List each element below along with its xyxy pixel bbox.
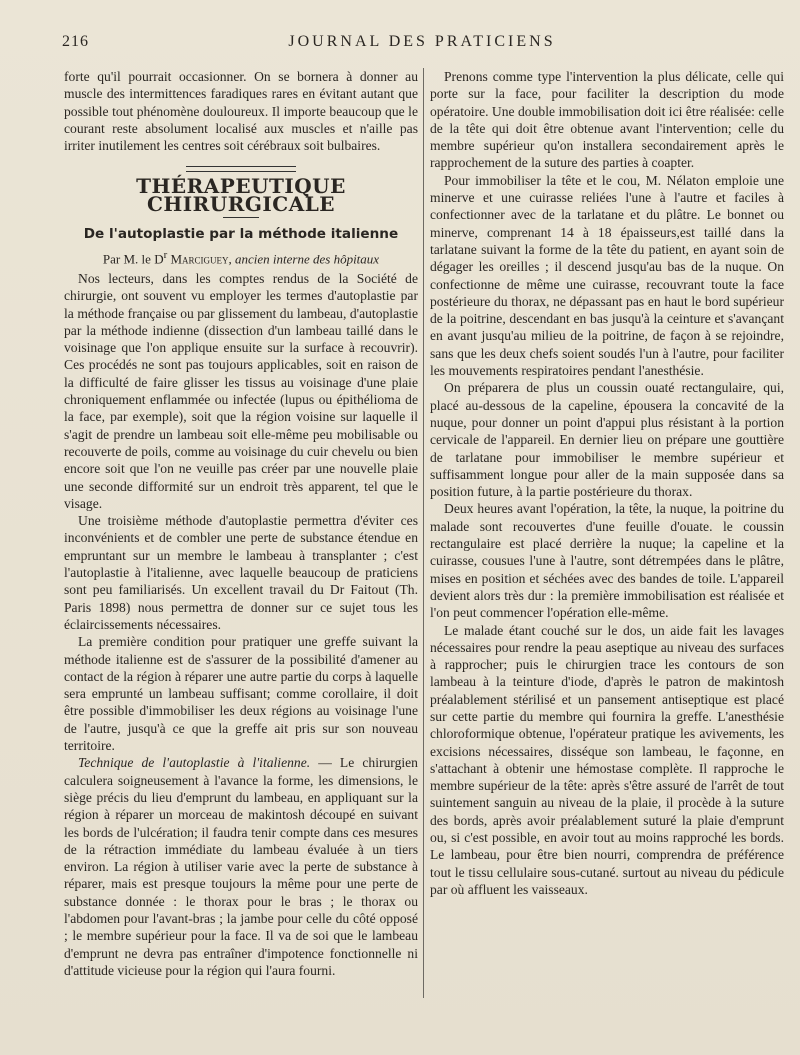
journal-title: JOURNAL DES PRATICIENS	[288, 33, 556, 50]
body-paragraph: La première condition pour pratiquer une greffe suivant la méthode italienne est de s'assurer de la possibilité d'amener au contact de la région à réparer une autre partie du corps à laquelle sera emprunté un lambeau suffisant; comme corollaire, il doit être possible d'immobiliser les deux régions au voisinage l'une de l'autre, jusqu'à ce que la greffe ait pris sur son nouveau territoire.	[64, 634, 418, 754]
byline-author: Marciguey	[170, 251, 229, 267]
body-paragraph: On préparera de plus un coussin ouaté rectangulaire, qui, placé au-dessous de la capeline, épousera la concavité de la nuque, pour donner un point d'appui plus résistant à la portion cervicale de l'appareil. En dernier lieu on prépare une gouttière de tarlatane pour immobiliser le membre supérieur et suffisamment longue pour aller de la main supposée dans sa position future, à la partie postérieure du thorax.	[430, 380, 784, 500]
page-header	[62, 33, 782, 55]
technique-heading: Technique de l'autoplastie à l'italienne.	[78, 755, 311, 771]
column-divider	[423, 68, 424, 998]
byline-sup: r	[163, 249, 168, 262]
section-divider	[186, 166, 296, 172]
left-column	[64, 68, 418, 979]
section-title: THÉRAPEUTIQUE CHIRURGICALE	[136, 174, 346, 216]
byline	[64, 247, 418, 268]
body-paragraph: Nos lecteurs, dans les comptes rendus de la Société de chirurgie, ont souvent vu employer les termes d'autoplastie par la méthode française ou par glissement du lambeau, d'autoplastie par la méthode indienne (dissection d'un lambeau taillé dans le voisinage que l'on applique ensuite sur la surface à recouvrir). Ces procédés ne sont pas toujours applicables, soit en raison de la difficulté de faire glisser les tissus au voisinage d'une plaie chroniquement enflammée ou infectée (lupus ou épithélioma de la face, par exemple), soit que la région voisine sur laquelle il s'agit de prendre un lambeau soit elle-même peu mobilisable ou recouverte de poils, comme au voisinage du cuir chevelu ou bien encore soit que l'on ne veuille pas créer par une nouvelle plaie une seconde difformité sur un endroit très apparent, tel que le visage.	[64, 271, 418, 511]
body-paragraph: Deux heures avant l'opération, la tête, la nuque, la poitrine du malade sont recouvertes d'une feuille d'ouate. le coussin rectangulaire est placé derrière la nuque; la capeline et la cuirasse, cousues l'une à l'autre, sont détrempées dans le plâtre, mises en position et séchées avec des bandes de toile. L'appareil devient alors très dur : la première immobilisation est réalisée et l'on peut commencer l'opération elle-même.	[430, 501, 784, 621]
article-title: De l'autoplastie par la méthode italienne	[83, 226, 399, 243]
right-column	[430, 68, 784, 898]
body-paragraph: Une troisième méthode d'autoplastie permettra d'éviter ces inconvénients et de combler une perte de substance étendue en empruntant sur un membre le lambeau à transplanter ; c'est l'autoplastie à l'italienne, avec laquelle beaucoup de praticiens sont peu familiarisés. Un excellent travail du Dr Faitout (Th. Paris 1898) nous permettra de donner sur ce sujet tous les éclaircissements nécessaires.	[64, 513, 418, 632]
technique-paragraph	[64, 754, 418, 979]
intro-paragraph: forte qu'il pourrait occasionner. On se bornera à donner au muscle des intermittences faradiques rares en évitant autant que possible tout phénomène douloureux. Il importe beaucoup que le courant reste absolument localisé aux muscles et n'aille pas irriter inutilement les centres soit cérébraux soit bulbaires.	[64, 69, 418, 154]
title-rule	[223, 217, 259, 218]
body-paragraph: Prenons comme type l'intervention la plus délicate, celle qui porte sur la face, pour faciliter la description du mode opératoire. Une double immobilisation doit ici être réalisée: celle de la tête qui doit être obtenue avant l'intervention; celle du membre supérieur qu'on installera secondairement après le rapprochement de la suture des parties à coapter.	[430, 69, 784, 171]
technique-text: — Le chirurgien calculera soigneusement à l'avance la forme, les dimensions, le siège précis du lieu d'emprunt du lambeau, en appliquant sur la région à réparer un morceau de makintosh découpé en suivant les bords de l'ulcération; il faudra tenir compte dans ces mesures de la rétraction immédiate du lambeau évaluée à un tiers environ. La région à utiliser varie avec la perte de substance à réparer, mais est presque toujours la même pour une perte de substance donnée : le thorax pour le bras ; le thorax ou l'abdomen pour l'avant-bras ; la jambe pour celle du côté opposé ; le membre supérieur pour la face. Il va de soi que le lambeau d'emprunt ne devra pas entraîner d'impotence fonctionnelle ni d'attitude vicieuse pour la région qui l'aura fourni.	[64, 755, 418, 978]
page-number: 216	[62, 33, 89, 50]
byline-prefix: Par M. le D	[102, 251, 164, 267]
byline-role: , ancien interne des hôpitaux	[228, 251, 380, 267]
body-paragraph: Le malade étant couché sur le dos, un aide fait les lavages nécessaires pour rendre la peau aseptique au niveau des surfaces à rapprocher; puis le chirurgien trace les contours de son lambeau à la teinture d'iode, d'après le patron de makintosh préalablement stérilisé et un pansement antiseptique est placé sur cette partie du membre qui fournira la greffe. L'anesthésie chloroformique obtenue, l'opérateur pratique les avivements, les excisions nécessaires, disséque son lambeau, le façonne, en s'attachant à obtenir une hémostase complète. Il rapproche le membre supérieur de la tête: après s'être assuré de l'arrêt de tout suintement sanguin au niveau de la plaie, il procède à la suture des bords, après avoir préalablement suturé la plaie d'emprunt ou, si c'est possible, en avoir tout au moins rapproché les bords. Le lambeau, pour être bien nourri, comprendra de préférence tout le tissu cellulaire sous-cutané. surtout au niveau du pédicule par où affluent les vaisseaux.	[430, 622, 784, 897]
body-paragraph: Pour immobiliser la tête et le cou, M. Nélaton emploie une minerve et une cuirasse reliées l'une à l'autre et faciles à confectionner avec de la tarlatane et du plâtre. Le bonnet ou minerve, comprenant 14 à 18 épaisseurs,est taillé dans la tarlatane suivant la forme de la tête du patient, en ayant soin de dégager les oreilles ; il descend jusqu'au bas de la nuque. On confectionne de même une cuirasse, recouvrant toute la face postérieure du thorax, ne dépassant pas en haut le bord supérieur de la poitrine, descendant en bas jusqu'à la ceinture et s'avançant en avant jusqu'au milieu de la poitrine, de façon à se rejoindre, sans que les deux chefs soient soudés l'un à l'autre, pour faciliter les mouvements respiratoires pendant l'anesthésie.	[430, 172, 784, 379]
